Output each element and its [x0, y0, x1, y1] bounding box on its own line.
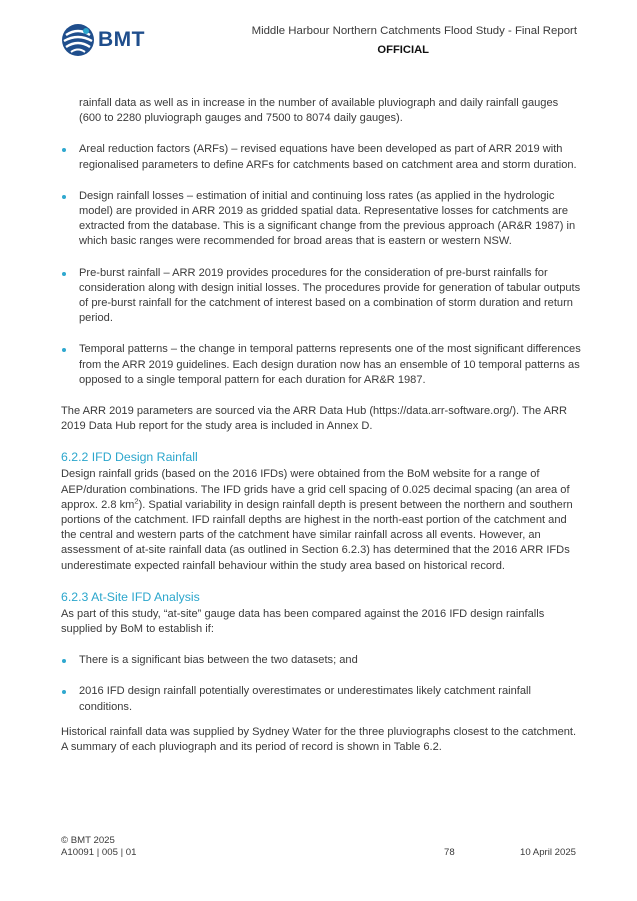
bullet-icon	[62, 195, 66, 199]
continuation-text: rainfall data as well as in increase in the number of available pluviograph and daily rainfall gauges (600 to 2280 pluviograph gauges and 7500 to 8074 daily gauges).	[79, 97, 559, 125]
bullet-icon	[62, 690, 66, 694]
section-heading-623: 6.2.3 At-Site IFD Analysis	[61, 589, 200, 604]
arr-changes-list	[61, 142, 581, 388]
list-item: Temporal patterns – the change in temporal patterns represents one of the most significant differences from the ARR 2019 guidelines. Each design duration now has an ensemble of 10 temporal patterns as opposed to a single temporal pattern for each duration for AR&R 1987.	[61, 342, 581, 388]
report-title: Middle Harbour Northern Catchments Flood Study - Final Report	[251, 25, 577, 37]
page-body	[61, 96, 581, 755]
section-heading-622: 6.2.2 IFD Design Rainfall	[61, 450, 198, 465]
classification-label: OFFICIAL	[377, 44, 429, 56]
at-site-intro-paragraph: As part of this study, “at-site” gauge data has been compared against the 2016 IFD design rainfalls supplied by BoM to establish if:	[61, 607, 545, 636]
logo-wordmark: BMT	[98, 28, 145, 51]
ifd-design-rainfall-paragraph: Design rainfall grids (based on the 2016 IFDs) were obtained from the BoM website for a range of AEP/duration combinations. The IFD grids have a grid cell spacing of 0.025 decimal spacing (an area of approx. 2.8 $km^2$). Spatial variability in design rainfall depth is present between the northern and southern portions of the catchment. IFD rainfall depths are highest in the north-east portion of the catchment and the central and western parts of the catchment have similar rainfall across all events. However, an assessment of at-site rainfall data (as outlined in Section 6.2.3) has determined that the 2016 ARR IFDs underestimate expected rainfall behaviour within the study area based on historical record.	[61, 468, 573, 572]
copyright: © BMT 2025	[61, 835, 115, 846]
bmt-globe-icon	[60, 22, 96, 58]
bullet-icon	[62, 659, 66, 663]
historical-data-paragraph: Historical rainfall data was supplied by Sydney Water for the three pluviographs closest to the catchment. A summary of each pluviograph and its period of record is shown in Table 6.2.	[61, 725, 577, 754]
list-item: Areal reduction factors (ARFs) – revised equations have been developed as part of ARR 2019 with regionalised parameters to define ARFs for catchments based on catchment area and storm duration.	[61, 142, 581, 172]
report-date: 10 April 2025	[519, 847, 576, 858]
list-item: 2016 IFD design rainfall potentially overestimates or underestimates likely catchment rainfall conditions.	[61, 684, 581, 714]
at-site-criteria-list	[61, 653, 581, 715]
list-item: There is a significant bias between the two datasets; and	[61, 653, 581, 668]
bullet-icon	[62, 148, 66, 152]
bullet-icon	[62, 348, 66, 352]
footer-info	[61, 835, 136, 859]
list-item: Design rainfall losses – estimation of initial and continuing loss rates (as applied in the hydrologic model) are provided in ARR 2019 as gridded spatial data. Representative losses for catchments are extracted from the database. This is a significant change from the previous approach (AR&R 1987) in which basic ranges were recommended for broad areas that is eastern or western NSW.	[61, 189, 581, 250]
bmt-logo	[60, 18, 160, 66]
bullet-icon	[62, 272, 66, 276]
page-number: 78	[444, 847, 455, 858]
data-hub-paragraph: The ARR 2019 parameters are sourced via the ARR Data Hub (https://data.arr-software.org/). The ARR 2019 Data Hub report for the study area is included in Annex D.	[61, 405, 568, 433]
document-reference: A10091 | 005 | 01	[61, 847, 137, 858]
list-item: Pre-burst rainfall – ARR 2019 provides procedures for the consideration of pre-burst rainfalls for consideration along with design initial losses. The procedures provide for generation of tabular outputs of pre-burst rainfall for the catchment of interest based on a combination of storm duration and return period.	[61, 266, 581, 327]
